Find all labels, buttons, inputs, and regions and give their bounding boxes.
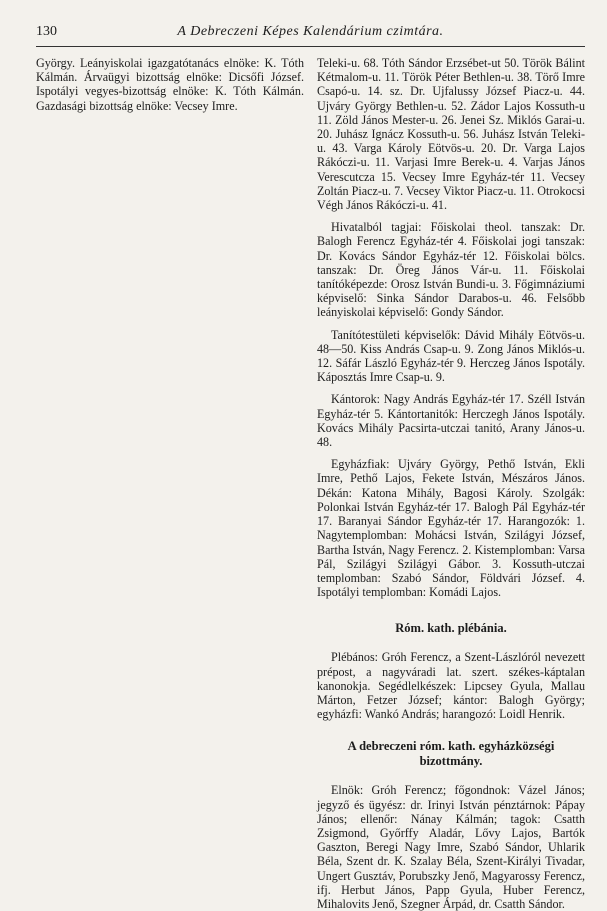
section-heading-committee: A debreczeni róm. kath. egyházközségi bizottmány.: [347, 739, 555, 769]
running-title: A Debreczeni Képes Kalendárium czimtára.: [177, 24, 444, 39]
section-heading-parish: Róm. kath. plébánia.: [395, 621, 507, 636]
left-paragraph: György. Leányiskolai igazgatótanács elnöke: K. Tóth Kálmán. Árvaügyi bizottság elnöke: Dicsőfi József. Ispotályi vegyes-bizottság elnöke: K. Tóth Kálmán. Gazdasági bizottság elnöke: Vecsey Imre.: [36, 56, 304, 113]
right-paragraph: Tanítótestületi képviselők: Dávid Mihály Eötvös-u. 48—50. Kiss András Csap-u. 9. Zong János Miklós-u. 12. Sáfár László Egyház-tér 9. Herczeg János Ispotály. Káposztás Imre Csap-u. 9.: [317, 327, 585, 385]
right-paragraph: Kántorok: Nagy András Egyház-tér 17. Széll István Egyház-tér 5. Kántortanitók: Herczegh János Ispotály. Kovács Mihály Pacsirta-utczai tanitó, Arany János-u. 48.: [317, 392, 585, 450]
header-rule: [36, 46, 585, 47]
left-column: [36, 56, 304, 113]
page-header: [36, 24, 585, 44]
right-paragraph: Hivatalból tagjai: Főiskolai theol. tanszak: Dr. Balogh Ferencz Egyház-tér 4. Főiskolai jogi tanszak: Dr. Kovács Sándor Egyház-tér 12. Főiskolai bölcs. tanszak: Dr. Öreg János Vár-u. 11. Főiskolai tanítóképezde: Orosz István Bundi-u. 3. Főgimnáziumi képviselő: Sinka Sándor Darabos-u. 46. Felsőbb leányiskolai képviselő: Gondy Sándor.: [317, 220, 585, 320]
right-paragraph: Egyházfiak: Ujváry György, Pethő István, Ekli Imre, Pethő Lajos, Fekete István, Mészáros János. Dékán: Katona Mihály, Bagosi Károly. Szolgák: Polonkai István Egyház-tér 17. Balogh Pál Egyház-tér 17. Baranyai Sándor Egyház-tér 17. Harangozók: 1. Nagytemplomban: Mohácsi István, Szilágyi József, Bartha István, Nagy Ferencz. 2. Kistemplomban: Varsa Pál, Szilágyi Szilágyi Gábor. 3. Kossuth-utczai templomban: Szabó Sándor, Földvári József. 4. Ispotályi templomban: Komádi Lajos.: [317, 457, 585, 600]
page-number: 130: [36, 24, 57, 39]
right-paragraph: Teleki-u. 68. Tóth Sándor Erzsébet-ut 50. Török Bálint Kétmalom-u. 11. Török Péter Bethlen-u. 38. Törő Imre Csapó-u. 14. sz. Dr. Ujfalussy József Piacz-u. 44. Ujváry György Bethlen-u. 52. Zádor Lajos Kossuth-u 11. Zöld János Mester-u. 26. Jenei Sz. Miklós Garai-u. 20. Juhász Ignácz Kossuth-u. 56. Juhász István Teleki-u. 43. Varga Károly Eötvös-u. 20. Dr. Varga Lajos Rákóczi-u. 11. Varjasi Imre Berek-u. 4. Varjas János Verescutcza 15. Vecsey Imre Egyház-tér 11. Vecsey Zoltán Piacz-u. 7. Vecsey Viktor Piacz-u. 11. Otrokocsi Végh János Rákóczi-u. 41.: [317, 56, 585, 213]
right-column: [317, 56, 585, 911]
right-paragraph: Plébános: Gróh Ferencz, a Szent-Lászlóról nevezett prépost, a nagyváradi lat. szert. székes-káptalan kanonokja. Segédlelkészek: Lipcsey Gyula, Mallau Márton, Fetzer József; kántor: Balogh György; egyházfi: Wankó András; harangozó: Loidl Henrik.: [317, 650, 585, 722]
right-paragraph: Elnök: Gróh Ferencz; főgondnok: Vázel János; jegyző és ügyész: dr. Irinyi István pénztárnok: Pápay János; ellenőr: Nánay Kálmán; tagok: Csatth Zsigmond, Győrffy Aladár, Lővy Lajos, Bartók Gaszton, Beregi Nagy Imre, Szabó Sándor, Uhlarik Béla, Szent dr. K. Szalay Béla, Szent-Királyi Tivadar, Ungert Gusztáv, Porubszky Jenő, Magyarossy Ferencz, ifj. Herbut János, Papp Gyula, Huber Ferencz, Mihalovits Jenő, Szegner Árpád, dr. Csatth Sándor.: [317, 783, 585, 911]
